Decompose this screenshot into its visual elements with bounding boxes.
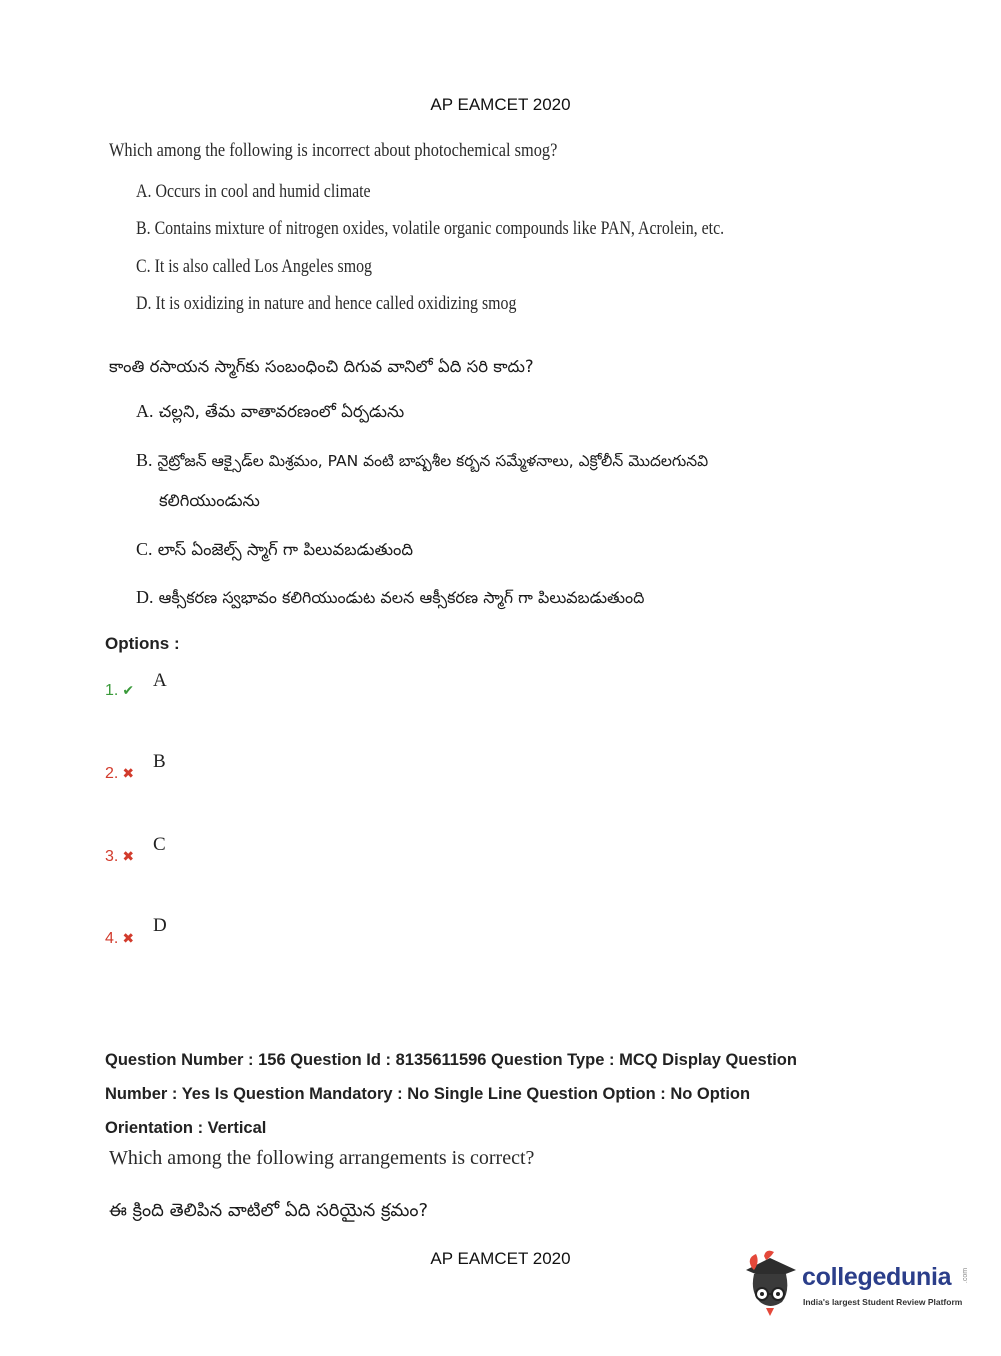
option-c-en: C. It is also called Los Angeles smog <box>136 257 372 277</box>
meta-line: Number : Yes Is Question Mandatory : No Single Line Question Option : No Option <box>105 1085 751 1103</box>
choice-number: 3. <box>105 848 119 865</box>
option-a-en: A. Occurs in cool and humid climate <box>136 182 371 202</box>
choice-number: 4. <box>105 930 119 947</box>
logo-tagline: India's largest Student Review Platform <box>803 1297 963 1307</box>
question-1-text: Which among the following is incorrect about photochemical smog? <box>109 140 558 161</box>
question-meta <box>105 1043 895 1145</box>
option-a-telugu: A. చల్లని, తేమ వాతావరణంలో ఏర్పడును <box>136 401 405 421</box>
choice-3 <box>105 848 134 866</box>
meta-line: Question Number : 156 Question Id : 8135611596 Question Type : MCQ Display Question <box>105 1051 797 1069</box>
choice-letter: A <box>153 670 167 691</box>
cross-icon: ✖ <box>122 848 135 864</box>
question-2-text: Which among the following arrangements is correct? <box>109 1147 535 1169</box>
options-heading: Options : <box>105 634 180 653</box>
option-b-telugu-cont: కలిగియుండును <box>159 491 260 510</box>
cross-icon: ✖ <box>122 765 135 781</box>
choice-letter: C <box>153 834 166 855</box>
question-1-text-telugu: కాంతి రసాయన స్మాగ్‌కు సంబంధించి దిగువ వానిలో ఏది సరి కాదు? <box>109 357 534 376</box>
choice-letter: D <box>153 915 167 936</box>
logo-wordmark: collegedunia <box>802 1263 952 1291</box>
meta-line: Orientation : Vertical <box>105 1119 267 1137</box>
page-header: AP EAMCET 2020 <box>430 95 571 114</box>
option-b-telugu: B. నైట్రోజన్ ఆక్సైడ్‌ల మిశ్రమం, PAN వంటి బాష్పశీల కర్బన సమ్మేళనాలు, ఎక్రోలీన్ మొదలగునవి <box>136 450 709 470</box>
option-b-en: B. Contains mixture of nitrogen oxides, volatile organic compounds like PAN, Acrolein, etc. <box>136 219 725 239</box>
question-2-text-telugu: ఈ క్రింది తెలిపిన వాటిలో ఏది సరియైన క్రమం? <box>109 1200 429 1221</box>
collegedunia-mascot-icon <box>740 1248 802 1318</box>
choice-number: 1. <box>105 682 119 699</box>
option-d-en: D. It is oxidizing in nature and hence called oxidizing smog <box>136 294 517 314</box>
option-c-telugu: C. లాస్ ఏంజెల్స్ స్మాగ్ గా పిలువబడుతుంది <box>136 539 414 559</box>
choice-1 <box>105 682 134 700</box>
logo-suffix: .com <box>962 1267 970 1284</box>
option-d-telugu: D. ఆక్సీకరణ స్వభావం కలిగియుండుట వలన ఆక్సీకరణ స్మాగ్ గా పిలువబడుతుంది <box>136 587 645 607</box>
check-icon: ✔ <box>122 682 135 698</box>
page-footer: AP EAMCET 2020 <box>430 1249 571 1268</box>
choice-number: 2. <box>105 765 119 782</box>
choice-letter: B <box>153 751 166 772</box>
choice-4 <box>105 930 134 948</box>
cross-icon: ✖ <box>122 930 135 946</box>
choice-2 <box>105 765 134 783</box>
